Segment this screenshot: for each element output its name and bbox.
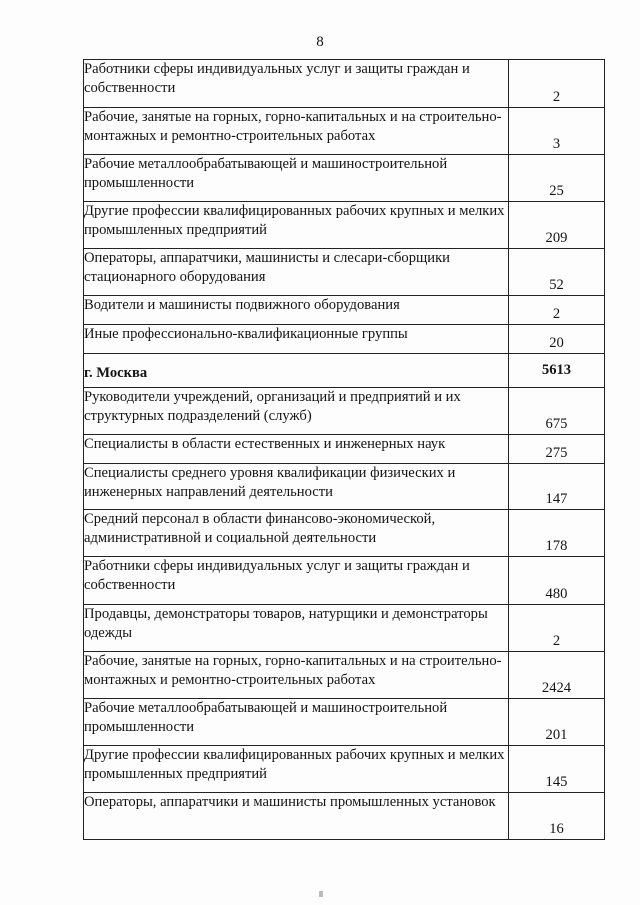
occupation-count: 2424 — [509, 652, 605, 699]
occupation-count: 20 — [509, 325, 605, 354]
occupation-count: 145 — [509, 746, 605, 793]
occupation-count: 3 — [509, 108, 605, 155]
table-row — [84, 746, 605, 793]
occupation-name: Водители и машинисты подвижного оборудования — [84, 296, 509, 325]
occupation-count: 2 — [509, 60, 605, 108]
occupation-count: 675 — [509, 388, 605, 435]
occupation-name: Руководители учреждений, организаций и предприятий и их структурных подразделений (служб) — [84, 388, 509, 435]
region-row — [84, 354, 605, 388]
occupation-count: 178 — [509, 510, 605, 557]
occupation-name: Средний персонал в области финансово-экономической, административной и социальной деятельности — [84, 510, 509, 557]
occupation-name: Рабочие, занятые на горных, горно-капитальных и на строительно-монтажных и ремонтно-строительных работах — [84, 652, 509, 699]
table-row — [84, 557, 605, 605]
occupation-name: Рабочие металлообрабатывающей и машиностроительной промышленности — [84, 155, 509, 202]
occupation-name: Рабочие металлообрабатывающей и машиностроительной промышленности — [84, 699, 509, 746]
occupation-name: Операторы, аппаратчики, машинисты и слесари-сборщики стационарного оборудования — [84, 249, 509, 296]
table-row — [84, 510, 605, 557]
table-row — [84, 108, 605, 155]
table-row — [84, 388, 605, 435]
occupation-table — [83, 59, 605, 840]
table-row — [84, 325, 605, 354]
occupation-name: Работники сферы индивидуальных услуг и защиты граждан и собственности — [84, 557, 509, 605]
occupation-count: 201 — [509, 699, 605, 746]
table-row — [84, 155, 605, 202]
occupation-count: 275 — [509, 435, 605, 464]
occupation-name: Другие профессии квалифицированных рабочих крупных и мелких промышленных предприятий — [84, 746, 509, 793]
table-row — [84, 60, 605, 108]
table-row — [84, 793, 605, 840]
region-name: г. Москва — [84, 354, 509, 388]
table-row — [84, 699, 605, 746]
occupation-name: Продавцы, демонстраторы товаров, натурщики и демонстраторы одежды — [84, 605, 509, 652]
occupation-name: Рабочие, занятые на горных, горно-капитальных и на строительно-монтажных и ремонтно-строительных работах — [84, 108, 509, 155]
occupation-name: Другие профессии квалифицированных рабочих крупных и мелких промышленных предприятий — [84, 202, 509, 249]
occupation-count: 147 — [509, 464, 605, 510]
region-total: 5613 — [509, 354, 605, 388]
occupation-count: 16 — [509, 793, 605, 840]
occupation-count: 2 — [509, 605, 605, 652]
occupation-count: 25 — [509, 155, 605, 202]
table-row — [84, 296, 605, 325]
table-row — [84, 435, 605, 464]
occupation-count: 209 — [509, 202, 605, 249]
occupation-count: 52 — [509, 249, 605, 296]
table-row — [84, 464, 605, 510]
occupation-name: Операторы, аппаратчики и машинисты промышленных установок — [84, 793, 509, 840]
occupation-name: Специалисты в области естественных и инженерных наук — [84, 435, 509, 464]
table-row — [84, 652, 605, 699]
occupation-count: 480 — [509, 557, 605, 605]
scan-mark — [319, 891, 323, 897]
table-row — [84, 249, 605, 296]
occupation-name: Иные профессионально-квалификационные группы — [84, 325, 509, 354]
occupation-name: Специалисты среднего уровня квалификации физических и инженерных направлений деятельности — [84, 464, 509, 510]
table-row — [84, 202, 605, 249]
page-number: 8 — [316, 34, 324, 50]
occupation-name: Работники сферы индивидуальных услуг и защиты граждан и собственности — [84, 60, 509, 108]
occupation-count: 2 — [509, 296, 605, 325]
table-row — [84, 605, 605, 652]
